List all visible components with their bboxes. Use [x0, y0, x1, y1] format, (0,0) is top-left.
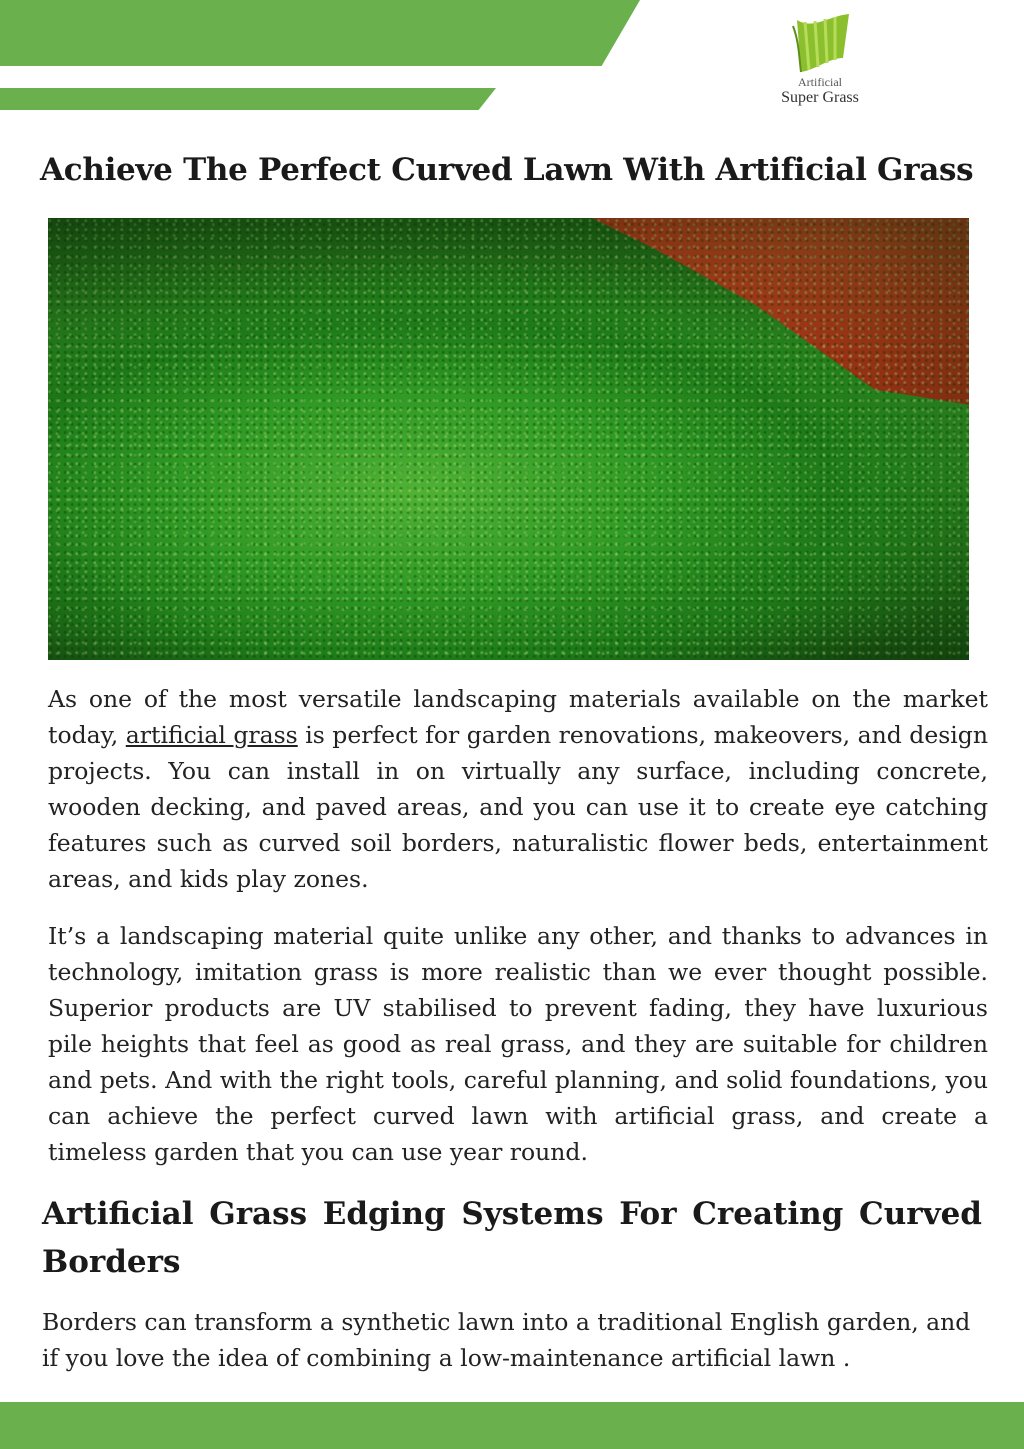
intro-text-start: As one of the most versatile landscaping materials available on the market today,	[48, 685, 988, 749]
grass-flag-icon	[785, 12, 855, 74]
artificial-grass-link[interactable]: artificial grass	[125, 721, 298, 749]
hero-vignette	[48, 218, 969, 660]
body-paragraph-2: It’s a landscaping material quite unlike any other, and thanks to advances in technology, imitation grass is more realistic than we ever thought possible. Superior products are UV stabilised to prevent fading, they have luxurious pile heights that feel as good as real grass, and they are suitable for children and pets. And with the right tools, careful planning, and solid foundations, you can achieve the perfect curved lawn with artificial grass, and create a timeless garden that you can use year round.	[48, 922, 988, 1166]
logo-text-line2: Super Grass	[781, 89, 859, 106]
section-heading: Artificial Grass Edging Systems For Creating Curved Borders	[42, 1196, 982, 1280]
logo-text-line1: Artificial	[798, 75, 842, 89]
header-band-top	[0, 0, 640, 66]
body-paragraph-3: Borders can transform a synthetic lawn into a traditional English garden, and if you love the idea of combining a low-maintenance artificial lawn .	[42, 1308, 971, 1372]
brand-logo[interactable]	[760, 12, 880, 112]
intro-paragraph	[48, 681, 988, 897]
hero-image-artificial-grass	[48, 218, 969, 660]
intro-text-end: is perfect for garden renovations, makeovers, and design projects. You can install in on virtually any surface, including concrete, wooden decking, and paved areas, and you can use it to create eye catching features such as curved soil borders, naturalistic flower beds, entertainment areas, and kids play zones.	[48, 721, 988, 893]
header-band-bottom	[0, 88, 496, 110]
footer-band	[0, 1402, 1024, 1449]
article-title: Achieve The Perfect Curved Lawn With Artificial Grass	[40, 152, 974, 188]
